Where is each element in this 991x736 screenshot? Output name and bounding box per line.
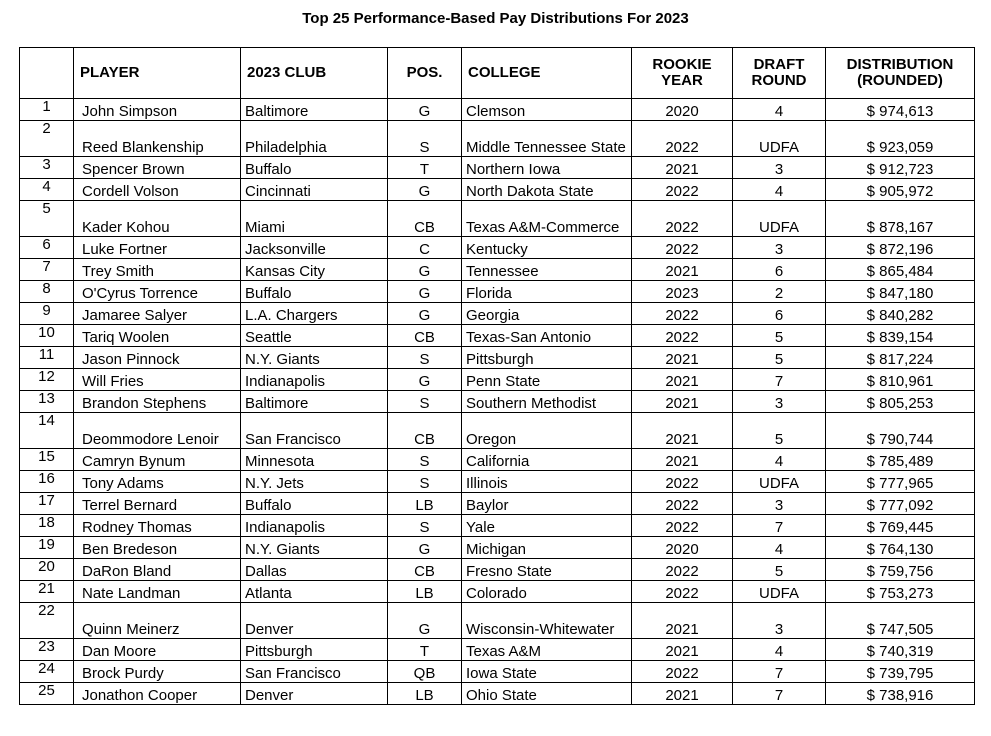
draft-round: 7 bbox=[733, 369, 826, 391]
player-name: Cordell Volson bbox=[74, 179, 241, 201]
distribution-amount: $ 872,196 bbox=[826, 237, 975, 259]
table-row bbox=[20, 471, 975, 493]
position: G bbox=[388, 259, 462, 281]
table-row bbox=[20, 537, 975, 559]
distribution-amount: $ 747,505 bbox=[826, 603, 975, 639]
position: G bbox=[388, 99, 462, 121]
club-name: San Francisco bbox=[241, 661, 388, 683]
row-number: 13 bbox=[20, 391, 74, 413]
rookie-year: 2022 bbox=[632, 303, 733, 325]
draft-round: UDFA bbox=[733, 471, 826, 493]
college-name: Fresno State bbox=[462, 559, 632, 581]
club-name: Indianapolis bbox=[241, 515, 388, 537]
club-name: N.Y. Giants bbox=[241, 537, 388, 559]
rookie-year: 2020 bbox=[632, 537, 733, 559]
row-number: 24 bbox=[20, 661, 74, 683]
distribution-amount: $ 805,253 bbox=[826, 391, 975, 413]
position: S bbox=[388, 391, 462, 413]
player-name: Jason Pinnock bbox=[74, 347, 241, 369]
club-name: Seattle bbox=[241, 325, 388, 347]
rookie-year: 2020 bbox=[632, 99, 733, 121]
table-row bbox=[20, 157, 975, 179]
player-name: Jamaree Salyer bbox=[74, 303, 241, 325]
rookie-year: 2021 bbox=[632, 347, 733, 369]
header-position: POS. bbox=[388, 48, 462, 99]
row-number: 1 bbox=[20, 99, 74, 121]
header-index bbox=[20, 48, 74, 99]
club-name: Denver bbox=[241, 683, 388, 705]
row-number: 5 bbox=[20, 201, 74, 237]
row-number: 7 bbox=[20, 259, 74, 281]
club-name: Baltimore bbox=[241, 99, 388, 121]
college-name: Northern Iowa bbox=[462, 157, 632, 179]
player-name: O'Cyrus Torrence bbox=[74, 281, 241, 303]
distribution-amount: $ 777,965 bbox=[826, 471, 975, 493]
draft-round: 4 bbox=[733, 99, 826, 121]
rookie-year: 2022 bbox=[632, 515, 733, 537]
table-row bbox=[20, 661, 975, 683]
draft-round: 3 bbox=[733, 603, 826, 639]
table-row bbox=[20, 449, 975, 471]
college-name: Baylor bbox=[462, 493, 632, 515]
table-row bbox=[20, 683, 975, 705]
distribution-amount: $ 839,154 bbox=[826, 325, 975, 347]
header-club: 2023 CLUB bbox=[241, 48, 388, 99]
table-row bbox=[20, 413, 975, 449]
table-row bbox=[20, 369, 975, 391]
distribution-amount: $ 865,484 bbox=[826, 259, 975, 281]
draft-round: 4 bbox=[733, 537, 826, 559]
draft-round: 6 bbox=[733, 303, 826, 325]
player-name: Deommodore Lenoir bbox=[74, 413, 241, 449]
distribution-amount: $ 974,613 bbox=[826, 99, 975, 121]
draft-round: UDFA bbox=[733, 121, 826, 157]
distribution-amount: $ 790,744 bbox=[826, 413, 975, 449]
rookie-year: 2022 bbox=[632, 581, 733, 603]
distribution-amount: $ 739,795 bbox=[826, 661, 975, 683]
table-row bbox=[20, 515, 975, 537]
row-number: 10 bbox=[20, 325, 74, 347]
distribution-amount: $ 753,273 bbox=[826, 581, 975, 603]
table-row bbox=[20, 259, 975, 281]
rookie-year: 2021 bbox=[632, 683, 733, 705]
row-number: 25 bbox=[20, 683, 74, 705]
distribution-amount: $ 764,130 bbox=[826, 537, 975, 559]
rookie-year: 2021 bbox=[632, 369, 733, 391]
distribution-amount: $ 912,723 bbox=[826, 157, 975, 179]
club-name: Pittsburgh bbox=[241, 639, 388, 661]
header-rookie-year: ROOKIE YEAR bbox=[632, 48, 733, 99]
distribution-amount: $ 785,489 bbox=[826, 449, 975, 471]
rookie-year: 2022 bbox=[632, 121, 733, 157]
position: S bbox=[388, 471, 462, 493]
draft-round: 6 bbox=[733, 259, 826, 281]
draft-round: UDFA bbox=[733, 201, 826, 237]
player-name: Spencer Brown bbox=[74, 157, 241, 179]
position: S bbox=[388, 121, 462, 157]
rookie-year: 2021 bbox=[632, 391, 733, 413]
player-name: Jonathon Cooper bbox=[74, 683, 241, 705]
club-name: Indianapolis bbox=[241, 369, 388, 391]
row-number: 11 bbox=[20, 347, 74, 369]
header-college: COLLEGE bbox=[462, 48, 632, 99]
position: LB bbox=[388, 493, 462, 515]
player-name: Terrel Bernard bbox=[74, 493, 241, 515]
distribution-amount: $ 769,445 bbox=[826, 515, 975, 537]
club-name: Buffalo bbox=[241, 157, 388, 179]
club-name: Kansas City bbox=[241, 259, 388, 281]
college-name: Kentucky bbox=[462, 237, 632, 259]
draft-round: 5 bbox=[733, 325, 826, 347]
position: LB bbox=[388, 581, 462, 603]
pay-distribution-table bbox=[19, 47, 975, 705]
distribution-amount: $ 759,756 bbox=[826, 559, 975, 581]
college-name: Colorado bbox=[462, 581, 632, 603]
rookie-year: 2022 bbox=[632, 237, 733, 259]
player-name: John Simpson bbox=[74, 99, 241, 121]
position: T bbox=[388, 639, 462, 661]
table-row bbox=[20, 581, 975, 603]
draft-round: 3 bbox=[733, 391, 826, 413]
row-number: 15 bbox=[20, 449, 74, 471]
college-name: Penn State bbox=[462, 369, 632, 391]
row-number: 8 bbox=[20, 281, 74, 303]
distribution-amount: $ 878,167 bbox=[826, 201, 975, 237]
table-row bbox=[20, 281, 975, 303]
rookie-year: 2022 bbox=[632, 325, 733, 347]
club-name: Cincinnati bbox=[241, 179, 388, 201]
player-name: Reed Blankenship bbox=[74, 121, 241, 157]
position: QB bbox=[388, 661, 462, 683]
row-number: 6 bbox=[20, 237, 74, 259]
club-name: Dallas bbox=[241, 559, 388, 581]
college-name: California bbox=[462, 449, 632, 471]
draft-round: 7 bbox=[733, 683, 826, 705]
position: G bbox=[388, 537, 462, 559]
college-name: Oregon bbox=[462, 413, 632, 449]
distribution-amount: $ 840,282 bbox=[826, 303, 975, 325]
player-name: Brock Purdy bbox=[74, 661, 241, 683]
position: LB bbox=[388, 683, 462, 705]
row-number: 17 bbox=[20, 493, 74, 515]
rookie-year: 2022 bbox=[632, 179, 733, 201]
player-name: Quinn Meinerz bbox=[74, 603, 241, 639]
page-title: Top 25 Performance-Based Pay Distributions For 2023 bbox=[302, 10, 689, 27]
college-name: Pittsburgh bbox=[462, 347, 632, 369]
draft-round: 5 bbox=[733, 347, 826, 369]
position: S bbox=[388, 347, 462, 369]
row-number: 12 bbox=[20, 369, 74, 391]
distribution-amount: $ 777,092 bbox=[826, 493, 975, 515]
player-name: Nate Landman bbox=[74, 581, 241, 603]
college-name: Yale bbox=[462, 515, 632, 537]
row-number: 20 bbox=[20, 559, 74, 581]
table-row bbox=[20, 639, 975, 661]
college-name: Texas A&M bbox=[462, 639, 632, 661]
player-name: Dan Moore bbox=[74, 639, 241, 661]
position: CB bbox=[388, 201, 462, 237]
player-name: Rodney Thomas bbox=[74, 515, 241, 537]
row-number: 19 bbox=[20, 537, 74, 559]
club-name: Miami bbox=[241, 201, 388, 237]
table-row bbox=[20, 325, 975, 347]
distribution-amount: $ 905,972 bbox=[826, 179, 975, 201]
club-name: Buffalo bbox=[241, 281, 388, 303]
club-name: N.Y. Giants bbox=[241, 347, 388, 369]
distribution-amount: $ 740,319 bbox=[826, 639, 975, 661]
rookie-year: 2022 bbox=[632, 661, 733, 683]
rookie-year: 2021 bbox=[632, 603, 733, 639]
rookie-year: 2021 bbox=[632, 413, 733, 449]
player-name: Tariq Woolen bbox=[74, 325, 241, 347]
college-name: Texas A&M-Commerce bbox=[462, 201, 632, 237]
table-row bbox=[20, 493, 975, 515]
club-name: San Francisco bbox=[241, 413, 388, 449]
position: S bbox=[388, 515, 462, 537]
table-row bbox=[20, 179, 975, 201]
college-name: Texas-San Antonio bbox=[462, 325, 632, 347]
player-name: Trey Smith bbox=[74, 259, 241, 281]
player-name: Kader Kohou bbox=[74, 201, 241, 237]
position: CB bbox=[388, 325, 462, 347]
draft-round: 7 bbox=[733, 661, 826, 683]
rookie-year: 2022 bbox=[632, 201, 733, 237]
table-row bbox=[20, 303, 975, 325]
position: G bbox=[388, 281, 462, 303]
college-name: Wisconsin-Whitewater bbox=[462, 603, 632, 639]
header-player: PLAYER bbox=[74, 48, 241, 99]
college-name: North Dakota State bbox=[462, 179, 632, 201]
header-draft-round: DRAFT ROUND bbox=[733, 48, 826, 99]
row-number: 4 bbox=[20, 179, 74, 201]
player-name: Brandon Stephens bbox=[74, 391, 241, 413]
row-number: 3 bbox=[20, 157, 74, 179]
row-number: 14 bbox=[20, 413, 74, 449]
draft-round: 4 bbox=[733, 449, 826, 471]
distribution-amount: $ 847,180 bbox=[826, 281, 975, 303]
draft-round: 2 bbox=[733, 281, 826, 303]
row-number: 9 bbox=[20, 303, 74, 325]
distribution-amount: $ 923,059 bbox=[826, 121, 975, 157]
club-name: L.A. Chargers bbox=[241, 303, 388, 325]
rookie-year: 2023 bbox=[632, 281, 733, 303]
college-name: Florida bbox=[462, 281, 632, 303]
player-name: Will Fries bbox=[74, 369, 241, 391]
college-name: Middle Tennessee State bbox=[462, 121, 632, 157]
draft-round: 3 bbox=[733, 157, 826, 179]
position: G bbox=[388, 603, 462, 639]
table-row bbox=[20, 201, 975, 237]
table-row bbox=[20, 559, 975, 581]
draft-round: 3 bbox=[733, 493, 826, 515]
distribution-amount: $ 810,961 bbox=[826, 369, 975, 391]
position: CB bbox=[388, 559, 462, 581]
position: CB bbox=[388, 413, 462, 449]
distribution-amount: $ 738,916 bbox=[826, 683, 975, 705]
college-name: Tennessee bbox=[462, 259, 632, 281]
position: S bbox=[388, 449, 462, 471]
club-name: Baltimore bbox=[241, 391, 388, 413]
draft-round: 7 bbox=[733, 515, 826, 537]
distribution-amount: $ 817,224 bbox=[826, 347, 975, 369]
club-name: Denver bbox=[241, 603, 388, 639]
draft-round: UDFA bbox=[733, 581, 826, 603]
rookie-year: 2021 bbox=[632, 259, 733, 281]
row-number: 2 bbox=[20, 121, 74, 157]
position: G bbox=[388, 303, 462, 325]
player-name: Camryn Bynum bbox=[74, 449, 241, 471]
header-row bbox=[20, 48, 975, 99]
rookie-year: 2022 bbox=[632, 493, 733, 515]
draft-round: 4 bbox=[733, 639, 826, 661]
table-row bbox=[20, 237, 975, 259]
player-name: Luke Fortner bbox=[74, 237, 241, 259]
college-name: Georgia bbox=[462, 303, 632, 325]
rookie-year: 2021 bbox=[632, 639, 733, 661]
table-row bbox=[20, 121, 975, 157]
position: G bbox=[388, 179, 462, 201]
club-name: Atlanta bbox=[241, 581, 388, 603]
club-name: Jacksonville bbox=[241, 237, 388, 259]
college-name: Ohio State bbox=[462, 683, 632, 705]
table-row bbox=[20, 99, 975, 121]
row-number: 18 bbox=[20, 515, 74, 537]
table-row bbox=[20, 347, 975, 369]
rookie-year: 2022 bbox=[632, 559, 733, 581]
header-distribution: DISTRIBUTION (ROUNDED) bbox=[826, 48, 975, 99]
college-name: Michigan bbox=[462, 537, 632, 559]
player-name: Tony Adams bbox=[74, 471, 241, 493]
club-name: Buffalo bbox=[241, 493, 388, 515]
draft-round: 3 bbox=[733, 237, 826, 259]
draft-round: 5 bbox=[733, 413, 826, 449]
table-row bbox=[20, 391, 975, 413]
club-name: Minnesota bbox=[241, 449, 388, 471]
college-name: Illinois bbox=[462, 471, 632, 493]
club-name: Philadelphia bbox=[241, 121, 388, 157]
table-row bbox=[20, 603, 975, 639]
row-number: 16 bbox=[20, 471, 74, 493]
position: C bbox=[388, 237, 462, 259]
club-name: N.Y. Jets bbox=[241, 471, 388, 493]
rookie-year: 2021 bbox=[632, 449, 733, 471]
draft-round: 5 bbox=[733, 559, 826, 581]
position: G bbox=[388, 369, 462, 391]
player-name: DaRon Bland bbox=[74, 559, 241, 581]
college-name: Iowa State bbox=[462, 661, 632, 683]
row-number: 21 bbox=[20, 581, 74, 603]
draft-round: 4 bbox=[733, 179, 826, 201]
position: T bbox=[388, 157, 462, 179]
row-number: 22 bbox=[20, 603, 74, 639]
player-name: Ben Bredeson bbox=[74, 537, 241, 559]
college-name: Clemson bbox=[462, 99, 632, 121]
rookie-year: 2021 bbox=[632, 157, 733, 179]
row-number: 23 bbox=[20, 639, 74, 661]
rookie-year: 2022 bbox=[632, 471, 733, 493]
college-name: Southern Methodist bbox=[462, 391, 632, 413]
